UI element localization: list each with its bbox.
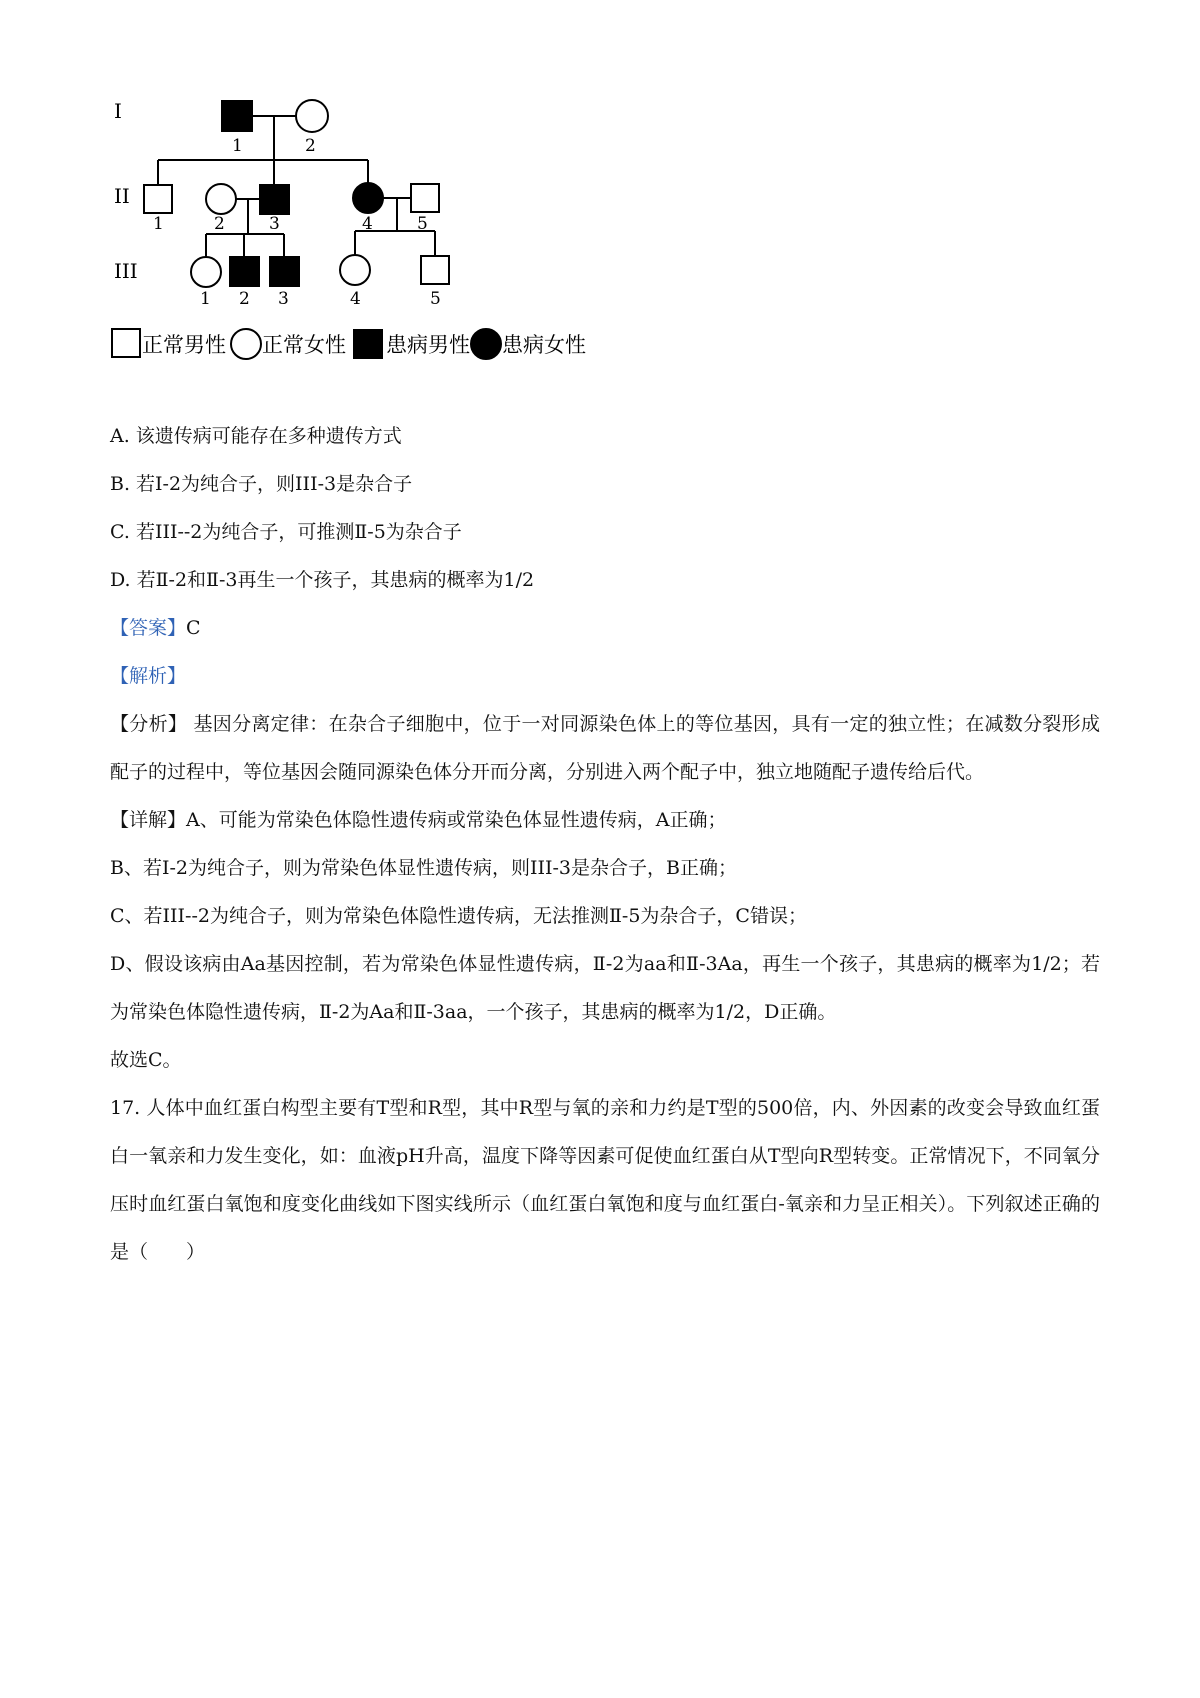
xiangjie-a-text: A、可能为常染色体隐性遗传病或常染色体显性遗传病，A正确； xyxy=(186,809,727,831)
legend-normal-male-label: 正常男性 xyxy=(142,333,226,357)
legend-normal-male-symbol xyxy=(112,329,140,357)
pedigree-diagram xyxy=(100,90,600,380)
question-content xyxy=(110,412,1100,1276)
gen2-label-3: 3 xyxy=(269,214,280,234)
answer-line xyxy=(110,604,1100,652)
gen2-affected-female-4 xyxy=(353,183,383,213)
gen3-normal-male-5 xyxy=(421,256,449,284)
gen2-normal-male-5 xyxy=(411,184,439,212)
generation-label-III: III xyxy=(114,259,138,283)
legend-affected-female-label: 患病女性 xyxy=(502,333,586,357)
option-a: A. 该遗传病可能存在多种遗传方式 xyxy=(110,425,402,447)
gen2-normal-male-1 xyxy=(144,185,172,213)
generation-label-II: II xyxy=(114,184,130,208)
fenxi-text: 基因分离定律：在杂合子细胞中，位于一对同源染色体上的等位基因，具有一定的独立性；在减数分裂形成配子的过程中，等位基因会随同源染色体分开而分离，分别进入两个配子中，独立地随配子遗传给后代。 xyxy=(110,713,1100,783)
legend-affected-male-symbol xyxy=(354,330,382,358)
gen2-label-5: 5 xyxy=(417,214,428,234)
gen2-affected-male-3 xyxy=(260,185,289,214)
answer-tag: 【答案】 xyxy=(110,617,187,639)
gen3-label-4: 4 xyxy=(350,289,361,309)
gen1-label-2: 2 xyxy=(305,136,316,156)
gen3-label-3: 3 xyxy=(278,289,289,309)
gen2-label-4: 4 xyxy=(362,214,373,234)
option-d: D. 若Ⅱ-2和Ⅱ-3再生一个孩子，其患病的概率为1/2 xyxy=(110,569,535,591)
legend-normal-female-symbol xyxy=(231,329,261,359)
gen3-label-1: 1 xyxy=(200,289,211,309)
xiangjie-a xyxy=(110,796,1100,844)
legend-affected-female-symbol xyxy=(471,329,501,359)
analysis-tag: 【解析】 xyxy=(110,665,187,687)
analysis-heading xyxy=(110,652,1100,700)
legend-normal-female-label: 正常女性 xyxy=(262,333,346,357)
gen2-label-2: 2 xyxy=(214,214,225,234)
xiangjie-b: B、若Ⅰ-2为纯合子，则为常染色体显性遗传病，则III-3是杂合子，B正确； xyxy=(110,857,737,879)
gen2-label-1: 1 xyxy=(153,214,164,234)
legend-affected-male-label: 患病男性 xyxy=(386,333,470,357)
generation-label-I: I xyxy=(114,99,122,123)
fenxi-tag: 【分析】 xyxy=(110,713,188,735)
xiangjie-conclusion: 故选C。 xyxy=(110,1049,182,1071)
xiangjie-c: C、若III--2为纯合子，则为常染色体隐性遗传病，无法推测Ⅱ-5为杂合子，C错误； xyxy=(110,905,807,927)
gen3-normal-female-1 xyxy=(191,257,221,287)
answer-value: C xyxy=(186,617,201,639)
gen2-normal-female-2 xyxy=(206,184,236,214)
gen1-normal-female xyxy=(296,100,328,132)
gen1-affected-male xyxy=(222,101,252,131)
gen3-affected-male-2 xyxy=(230,257,259,286)
option-b: B. 若Ⅰ-2为纯合子，则III-3是杂合子 xyxy=(110,473,413,495)
gen3-label-2: 2 xyxy=(239,289,250,309)
xiangjie-d: D、假设该病由Aa基因控制，若为常染色体显性遗传病，Ⅱ-2为aa和Ⅱ-3Aa，再生一个孩子，其患病的概率为1/2；若为常染色体隐性遗传病，Ⅱ-2为Aa和Ⅱ-3aa，一个孩子，其患病的概率为1/2，D正确。 xyxy=(110,953,1100,1023)
gen1-label-1: 1 xyxy=(232,136,243,156)
gen3-normal-female-4 xyxy=(340,255,370,285)
gen3-label-5: 5 xyxy=(430,289,441,309)
gen3-affected-male-3 xyxy=(270,257,299,286)
xiangjie-tag: 【详解】 xyxy=(110,809,187,831)
option-c: C. 若III--2为纯合子，可推测Ⅱ-5为杂合子 xyxy=(110,521,462,543)
question-17: 17. 人体中血红蛋白构型主要有T型和R型，其中R型与氧的亲和力约是T型的500倍，内、外因素的改变会导致血红蛋白一氧亲和力发生变化，如：血液pH升高，温度下降等因素可促使血红蛋白从T型向R型转变。正常情况下，不同氧分压时血红蛋白氧饱和度变化曲线如下图实线所示（血红蛋白氧饱和度与血红蛋白-氧亲和力呈正相关）。下列叙述正确的是（ ） xyxy=(110,1097,1100,1263)
fenxi-paragraph xyxy=(110,700,1100,796)
